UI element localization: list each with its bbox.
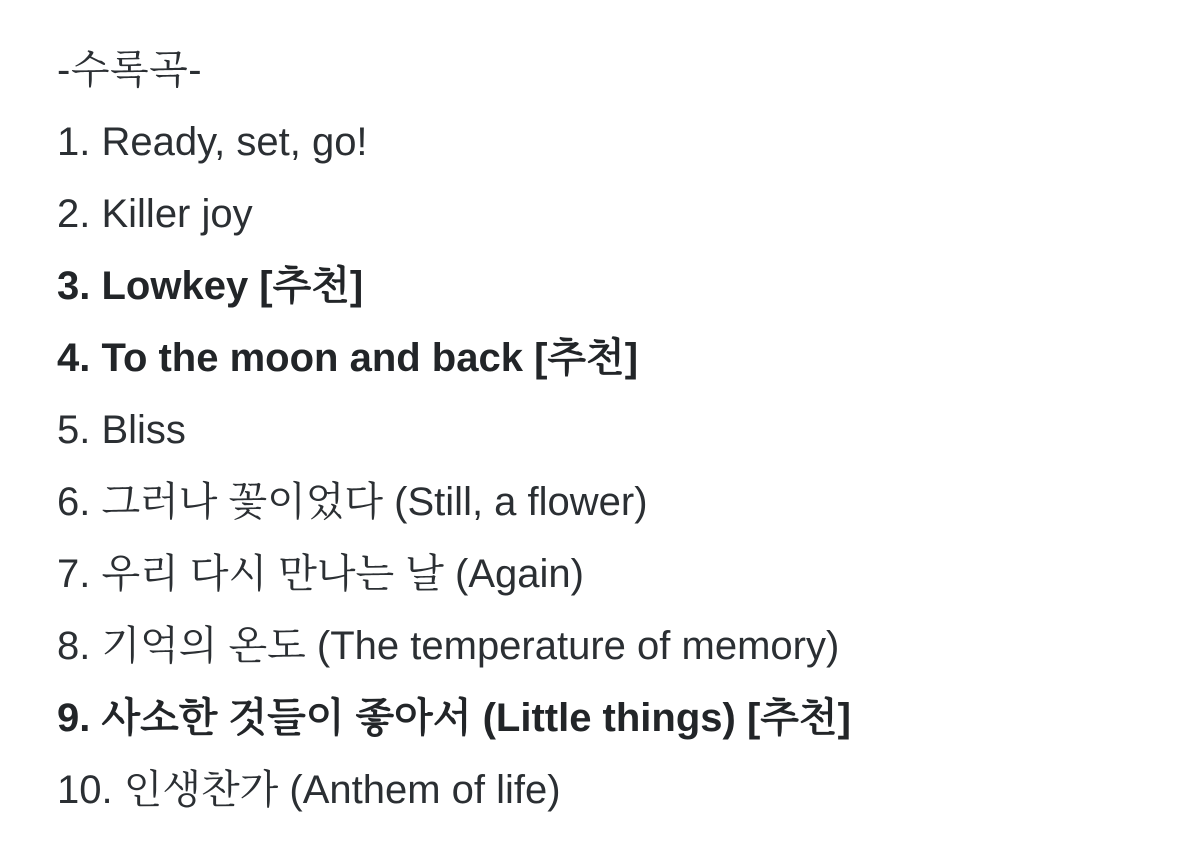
track-item: 8. 기억의 온도 (The temperature of memory): [57, 624, 840, 668]
tracklist: [57, 106, 1139, 826]
track-item: 1. Ready, set, go!: [57, 120, 368, 164]
track-item: 2. Killer joy: [57, 192, 253, 236]
track-item: 6. 그러나 꽃이었다 (Still, a flower): [57, 480, 648, 524]
tracklist-heading: -수록곡-: [57, 48, 203, 92]
track-item: 4. To the moon and back [추천]: [57, 336, 639, 380]
track-item: 7. 우리 다시 만나는 날 (Again): [57, 552, 584, 596]
track-item: 10. 인생찬가 (Anthem of life): [57, 768, 561, 812]
track-item: 5. Bliss: [57, 408, 186, 452]
track-item: 3. Lowkey [추천]: [57, 264, 364, 308]
track-item: 9. 사소한 것들이 좋아서 (Little things) [추천]: [57, 696, 851, 740]
